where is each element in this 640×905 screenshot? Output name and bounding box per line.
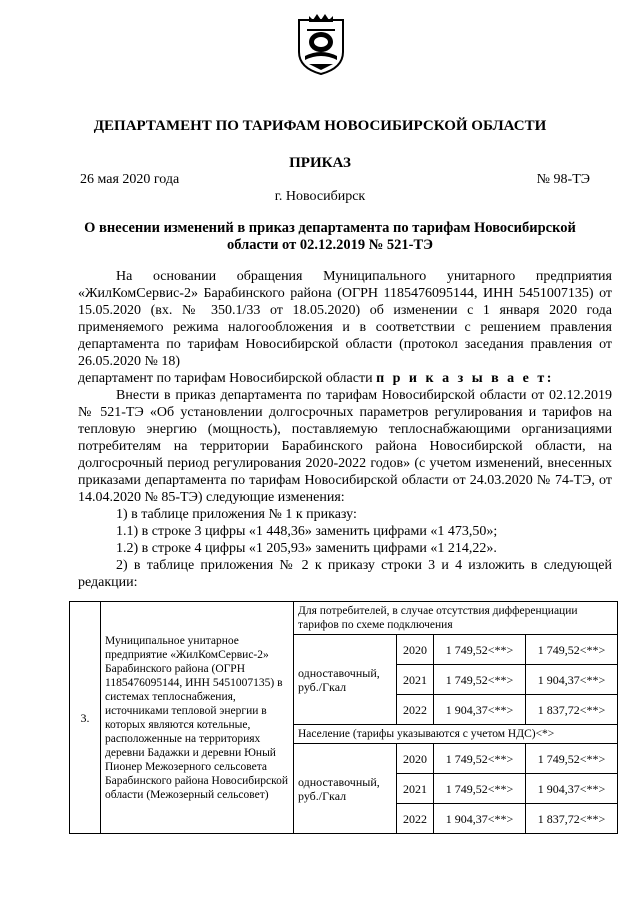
tariff-type-cell: одноставочный, руб./Гкал: [294, 744, 397, 834]
table-row: [70, 602, 618, 635]
paragraph-orders: [78, 370, 612, 387]
year-cell: 2021: [397, 774, 434, 804]
order-subject: О внесении изменений в приказ департамента по тарифам Новосибирской области от 02.12.2019 № 521-ТЭ: [84, 220, 576, 253]
department-title: ДЕПАРТАМЕНТ ПО ТАРИФАМ НОВОСИБИРСКОЙ ОБЛАСТИ: [93, 118, 547, 134]
section-header: Население (тарифы указываются с учетом НДС)<*>: [294, 725, 618, 744]
orders-lead: департамент по тарифам Новосибирской области: [78, 371, 377, 386]
tariff-value-cell: 1 904,37<**>: [525, 665, 617, 695]
orders-keyword: п р и к а з ы в а е т:: [376, 371, 554, 386]
paragraph-item-1-2: 1.2) в строке 4 цифры «1 205,93» заменить цифрами «1 214,22».: [116, 541, 497, 556]
row-number-cell: 3.: [70, 602, 101, 834]
tariff-value-cell: 1 749,52<**>: [434, 744, 526, 774]
year-cell: 2022: [397, 804, 434, 834]
tariff-value-cell: 1 749,52<**>: [434, 774, 526, 804]
tariff-value-cell: 1 837,72<**>: [525, 695, 617, 725]
organization-cell: Муниципальное унитарное предприятие «ЖилКомСервис-2» Барабинского района (ОГРН 1185476095144, ИНН 5451007135) в системах теплоснабжения, источниками тепловой энергии в которых являются котельные, расположенные на территориях деревни Бадажки и деревни Юный Пионер Межозерного сельсовета Барабинского района Новосибирской области (Межозерный сельсовет): [101, 602, 294, 834]
tariff-value-cell: 1 749,52<**>: [434, 635, 526, 665]
year-cell: 2020: [397, 635, 434, 665]
year-cell: 2021: [397, 665, 434, 695]
paragraph-item-2: 2) в таблице приложения № 2 к приказу строки 3 и 4 изложить в следующей редакции:: [78, 558, 612, 590]
tariff-value-cell: 1 837,72<**>: [525, 804, 617, 834]
tariff-type-cell: одноставочный, руб./Гкал: [294, 635, 397, 725]
tariff-value-cell: 1 749,52<**>: [434, 665, 526, 695]
tariff-value-cell: 1 749,52<**>: [525, 744, 617, 774]
tariff-value-cell: 1 904,37<**>: [434, 695, 526, 725]
city: г. Новосибирск: [274, 189, 366, 204]
paragraph-basis: На основании обращения Муниципального унитарного предприятия «ЖилКомСервис-2» Барабинского района (ОГРН 1185476095144, ИНН 5451007135) от 15.05.2020 (вх. № 350.1/33 от 18.05.2020) об изменении с 1 января 2020 года применяемого режима налогообложения и в соответствии с решением правления департамента по тарифам Новосибирской области (протокол заседания правления от 26.05.2020 № 18): [78, 269, 612, 369]
tariff-value-cell: 1 904,37<**>: [434, 804, 526, 834]
document-type: ПРИКАЗ: [289, 155, 351, 171]
paragraph-item-1: 1) в таблице приложения № 1 к приказу:: [116, 507, 357, 522]
order-date: 26 мая 2020 года: [80, 172, 180, 187]
section-header: Для потребителей, в случае отсутствия дифференциации тарифов по схеме подключения: [294, 602, 618, 635]
paragraph-changes: Внести в приказ департамента по тарифам Новосибирской области от 02.12.2019 № 521-ТЭ «Об установлении долгосрочных параметров регулирования и тарифов на тепловую энергию (мощность), поставляемую теплоснабжающими организациями потребителям на территории Барабинского района Новосибирской области, на долгосрочный период регулирования 2020-2022 годов» (с учетом изменений, внесенных приказами департамента по тарифам Новосибирской области от 24.03.2020 № 74-ТЭ, от 14.04.2020 № 85-ТЭ) следующие изменения:: [78, 388, 612, 505]
tariff-value-cell: 1 904,37<**>: [525, 774, 617, 804]
order-body: [78, 268, 612, 591]
tariff-value-cell: 1 749,52<**>: [525, 635, 617, 665]
order-number: № 98-ТЭ: [536, 172, 590, 187]
tariff-table: [69, 601, 618, 834]
year-cell: 2020: [397, 744, 434, 774]
coat-of-arms-icon: [295, 12, 347, 76]
year-cell: 2022: [397, 695, 434, 725]
paragraph-item-1-1: 1.1) в строке 3 цифры «1 448,36» заменить цифрами «1 473,50»;: [116, 524, 498, 539]
